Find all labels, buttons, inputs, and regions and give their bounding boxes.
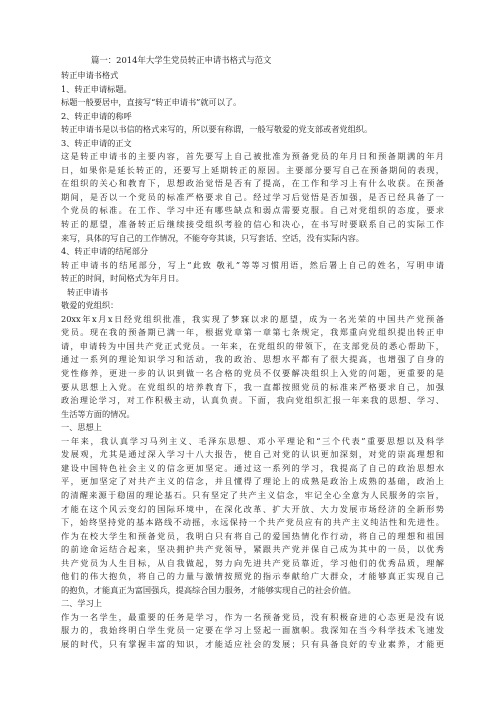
text-line: 个党员的标准。在工作、学习中还有哪些缺点和弱点需要克服。自己对党组织的态度，要求: [61, 205, 444, 216]
text-line: 这是转正申请书的主要内容，首先要写上自己被批准为预备党员的年月日和预备期满的年月: [61, 151, 444, 162]
text-line: 的前途命运结合起来，坚决拥护共产党领导，紧跟共产党并保自己成为其中的一员，以优秀: [61, 544, 444, 555]
text-line: 政治理论学习，对工作积极主动，认真负责。下面，我向党组织汇报一年来我的思想、学习、: [61, 395, 444, 406]
document-title: 篇一：2014年大学生党员转正申请书格式与范文: [91, 55, 272, 65]
text-line: 转正申请书: [67, 286, 108, 297]
text-line: 作为一名学生，最重要的任务是学习，作为一名预备党员，没有积极奋进的心态更是没有说: [61, 611, 444, 622]
text-line: 转正的时间，时间格式为年月日。: [61, 273, 184, 284]
text-line: 3、转正申请的正文: [61, 137, 132, 148]
text-line: 敬爱的党组织：: [61, 300, 119, 311]
text-line: 在组织的关心和教育下，思想政治觉悟是否有了提高，在工作和学习上有什么收获。在预备: [61, 178, 444, 189]
text-line: 转正申请书是以书信的格式来写的，所以要有称谓，一般写敬爱的党支部或者党组织。: [61, 124, 373, 135]
text-line: 党员。现在我的预备期已满一年，根据党章第一章第七条规定，我郑重向党组织提出转正申: [61, 327, 444, 338]
text-line: 一年来，我认真学习马列主义、毛泽东思想、邓小平理论和“三个代表”重要思想以及科学: [61, 435, 444, 446]
text-line: 通过一系列的理论知识学习和活动，我的政治、思想水平都有了很大提高，也增强了自身的: [61, 354, 444, 365]
text-line: 2、转正申请的称呼: [61, 110, 132, 121]
text-line: 共产党员为人生目标，从自我做起，努力向先进共产党员靠近，学习他们的优秀品质，理解: [61, 557, 444, 568]
text-line: 服力的，我始终明白学生党员一定要在学习上竖起一面旗帜。我深知在当今科学技术飞速发: [61, 625, 444, 636]
text-line: 期间，是否以一个党员的标准严格要求自己。经过学习后觉悟是否加强，是否已经具备了一: [61, 191, 444, 202]
text-line: 他们的伟大抱负，将自己的力量与激情按照党的指示奉献给广大群众，才能够真正实现自己: [61, 571, 444, 582]
text-line: 二、学习上: [61, 598, 102, 609]
text-line: 下，始终坚持党的基本路线不动摇，永远保持一个共产党员应有的共产主义纯洁性和先进性。: [61, 517, 444, 528]
text-line: 一、思想上: [61, 422, 102, 433]
text-line: 发展观，尤其是通过深入学习十八大报告，使自己对党的认识更加深刻，对党的崇高理想和: [61, 449, 444, 460]
text-line: 才能在这个风云变幻的国际环境中，在深化改革、扩大开放、大力发展市场经济的全新形势: [61, 503, 444, 514]
text-line: 展的时代，只有掌握丰富的知识，才能适应社会的发展；只有具备良好的专业素养，才能更: [61, 638, 444, 649]
text-line: 日，如果你是延长转正的，还要写上延期转正的原因。主要部分要写自己在预备期间的表现，: [61, 164, 444, 175]
text-line: 转正申请书的结尾部分，写上“此致 敬礼”等等习惯用语，然后署上自己的姓名，写明申请: [61, 259, 444, 270]
text-line: 来写，具体的写自己的工作情况，不能夸夸其谈，只写套话、空话，没有实际内容。: [61, 232, 364, 243]
text-line: 转正的愿望，准备转正后继续接受组织考验的信心和决心，在书写时要联系自己的实际工作: [61, 219, 444, 230]
text-line: 标题一般要居中，直接写“转正申请书”就可以了。: [61, 97, 242, 108]
text-line: 转正申请书格式: [61, 70, 119, 80]
text-line: 20xx年x月x日经党组织批准，我实现了梦寐以求的愿望，成为一名光荣的中国共产党预备: [61, 313, 444, 324]
text-line: 作为在校大学生和预备党员，我明白只有将自己的爱国热情化作行动，将自己的理想和祖国: [61, 530, 444, 541]
text-line: 党性修养，更进一步的认识到做一名合格的党员不仅要解决组织上入党的问题，更重要的是: [61, 368, 444, 379]
text-line: 的清醒来源于稳固的理论基石。只有坚定了共产主义信念，牢记全心全意为人民服务的宗旨，: [61, 489, 444, 500]
document-body: [61, 69, 444, 652]
text-line: 的抱负，才能真正为富国强兵，提高综合国力服务，才能够实现自己的社会价值。: [61, 584, 356, 595]
text-line: 4、转正申请的结尾部分: [61, 246, 149, 257]
text-line: 生活等方面的情况。: [61, 408, 135, 419]
text-line: 建设中国特色社会主义的信念更加坚定。通过这一系列的学习，我提高了自己的政治思想水: [61, 462, 444, 473]
text-line: 要从思想上入党。在党组织的培养教育下，我一直都按照党员的标准来严格要求自己，加强: [61, 381, 444, 392]
text-line: 1、转正申请标题。: [61, 83, 132, 94]
text-line: 请，申请转为中国共产党正式党员。一年来，在党组织的带领下，在支部党员的悉心帮助下，: [61, 340, 444, 351]
text-line: 平，更加坚定了对共产主义的信念，并且懂得了理论上的成熟是政治上成熟的基础，政治上: [61, 476, 444, 487]
